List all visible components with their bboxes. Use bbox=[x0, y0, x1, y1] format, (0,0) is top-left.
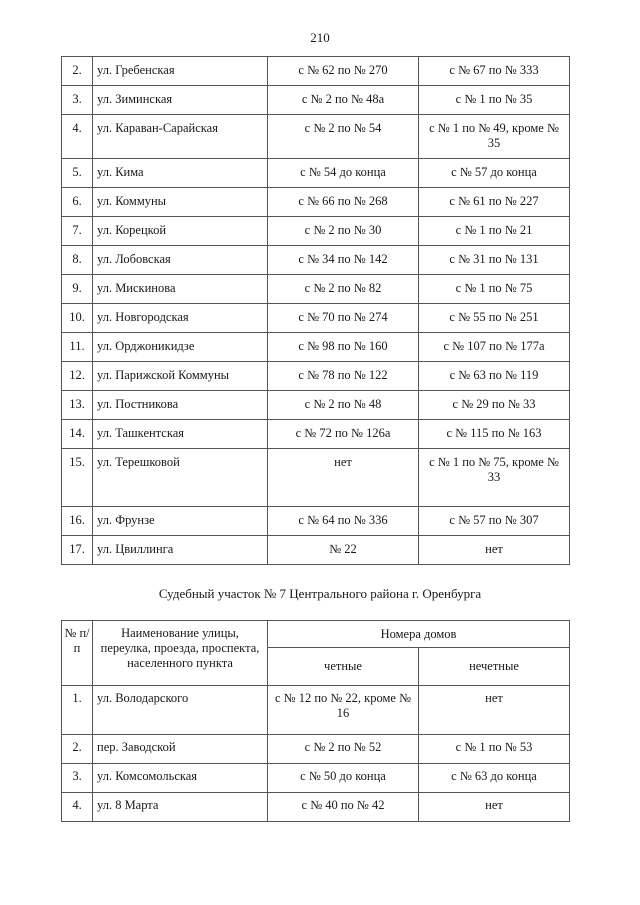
street-name: ул. Фрунзе bbox=[93, 507, 268, 536]
even-numbers: с № 34 по № 142 bbox=[268, 246, 419, 275]
row-number: 4. bbox=[62, 115, 93, 159]
street-name: ул. Корецкой bbox=[93, 217, 268, 246]
street-name: ул. Гребенская bbox=[93, 57, 268, 86]
odd-numbers: с № 31 по № 131 bbox=[419, 246, 570, 275]
table-row bbox=[62, 188, 570, 217]
even-numbers: с № 50 до конца bbox=[268, 764, 419, 793]
odd-numbers: с № 1 по № 75, кроме № 33 bbox=[419, 449, 570, 507]
odd-numbers: с № 1 по № 75 bbox=[419, 275, 570, 304]
even-numbers: с № 98 по № 160 bbox=[268, 333, 419, 362]
row-number: 5. bbox=[62, 159, 93, 188]
even-numbers: с № 72 по № 126а bbox=[268, 420, 419, 449]
table-row bbox=[62, 793, 570, 822]
page-number: 210 bbox=[310, 30, 330, 45]
header-odd: нечетные bbox=[419, 648, 570, 686]
table-row bbox=[62, 764, 570, 793]
even-numbers: № 22 bbox=[268, 536, 419, 565]
odd-numbers: с № 55 по № 251 bbox=[419, 304, 570, 333]
street-name: ул. Парижской Коммуны bbox=[93, 362, 268, 391]
street-name: ул. Цвиллинга bbox=[93, 536, 268, 565]
even-numbers: с № 62 по № 270 bbox=[268, 57, 419, 86]
street-name: ул. Кима bbox=[93, 159, 268, 188]
street-name: ул. 8 Марта bbox=[93, 793, 268, 822]
odd-numbers: с № 63 до конца bbox=[419, 764, 570, 793]
odd-numbers: с № 67 по № 333 bbox=[419, 57, 570, 86]
row-number: 9. bbox=[62, 275, 93, 304]
row-number: 3. bbox=[62, 86, 93, 115]
header-num: № п/п bbox=[62, 621, 93, 686]
table-row bbox=[62, 304, 570, 333]
table-row bbox=[62, 57, 570, 86]
street-name: ул. Орджоникидзе bbox=[93, 333, 268, 362]
row-number: 6. bbox=[62, 188, 93, 217]
odd-numbers: с № 115 по № 163 bbox=[419, 420, 570, 449]
odd-numbers: с № 57 по № 307 bbox=[419, 507, 570, 536]
odd-numbers: с № 107 по № 177а bbox=[419, 333, 570, 362]
table-row bbox=[62, 735, 570, 764]
even-numbers: с № 40 по № 42 bbox=[268, 793, 419, 822]
street-name: ул. Ташкентская bbox=[93, 420, 268, 449]
row-number: 10. bbox=[62, 304, 93, 333]
odd-numbers: с № 29 по № 33 bbox=[419, 391, 570, 420]
even-numbers: с № 2 по № 52 bbox=[268, 735, 419, 764]
street-name: ул. Постникова bbox=[93, 391, 268, 420]
row-number: 13. bbox=[62, 391, 93, 420]
table-row bbox=[62, 115, 570, 159]
table-row bbox=[62, 420, 570, 449]
table-row bbox=[62, 275, 570, 304]
header-house-numbers: Номера домов bbox=[268, 621, 570, 648]
street-name: ул. Володарского bbox=[93, 686, 268, 735]
header-street-name: Наименование улицы, переулка, проезда, проспекта, населенного пункта bbox=[93, 621, 268, 686]
even-numbers: с № 54 до конца bbox=[268, 159, 419, 188]
row-number: 2. bbox=[62, 735, 93, 764]
odd-numbers: нет bbox=[419, 793, 570, 822]
odd-numbers: нет bbox=[419, 686, 570, 735]
streets-table-continued bbox=[61, 56, 570, 565]
row-number: 1. bbox=[62, 686, 93, 735]
even-numbers: нет bbox=[268, 449, 419, 507]
row-number: 2. bbox=[62, 57, 93, 86]
table-row bbox=[62, 217, 570, 246]
even-numbers: с № 2 по № 48а bbox=[268, 86, 419, 115]
even-numbers: с № 2 по № 48 bbox=[268, 391, 419, 420]
street-name: ул. Мискинова bbox=[93, 275, 268, 304]
odd-numbers: с № 57 до конца bbox=[419, 159, 570, 188]
even-numbers: с № 66 по № 268 bbox=[268, 188, 419, 217]
table-row bbox=[62, 362, 570, 391]
odd-numbers: с № 1 по № 49, кроме № 35 bbox=[419, 115, 570, 159]
even-numbers: с № 2 по № 30 bbox=[268, 217, 419, 246]
court-district-7-table bbox=[61, 620, 570, 822]
odd-numbers: с № 61 по № 227 bbox=[419, 188, 570, 217]
street-name: ул. Лобовская bbox=[93, 246, 268, 275]
even-numbers: с № 12 по № 22, кроме № 16 bbox=[268, 686, 419, 735]
table-row bbox=[62, 246, 570, 275]
section-title: Судебный участок № 7 Центрального района г. Оренбурга bbox=[158, 586, 482, 601]
street-name: ул. Терешковой bbox=[93, 449, 268, 507]
street-name: ул. Комсомольская bbox=[93, 764, 268, 793]
street-name: ул. Коммуны bbox=[93, 188, 268, 217]
table-row bbox=[62, 536, 570, 565]
table-row bbox=[62, 159, 570, 188]
street-name: ул. Зиминская bbox=[93, 86, 268, 115]
odd-numbers: с № 1 по № 35 bbox=[419, 86, 570, 115]
even-numbers: с № 64 по № 336 bbox=[268, 507, 419, 536]
table-row bbox=[62, 686, 570, 735]
row-number: 3. bbox=[62, 764, 93, 793]
table-row bbox=[62, 449, 570, 507]
street-name: ул. Караван-Сарайская bbox=[93, 115, 268, 159]
row-number: 16. bbox=[62, 507, 93, 536]
odd-numbers: с № 63 по № 119 bbox=[419, 362, 570, 391]
row-number: 11. bbox=[62, 333, 93, 362]
odd-numbers: нет bbox=[419, 536, 570, 565]
even-numbers: с № 70 по № 274 bbox=[268, 304, 419, 333]
row-number: 4. bbox=[62, 793, 93, 822]
even-numbers: с № 2 по № 54 bbox=[268, 115, 419, 159]
header-even: четные bbox=[268, 648, 419, 686]
table-row bbox=[62, 507, 570, 536]
table-row bbox=[62, 86, 570, 115]
street-name: пер. Заводской bbox=[93, 735, 268, 764]
row-number: 15. bbox=[62, 449, 93, 507]
street-name: ул. Новгородская bbox=[93, 304, 268, 333]
even-numbers: с № 78 по № 122 bbox=[268, 362, 419, 391]
odd-numbers: с № 1 по № 53 bbox=[419, 735, 570, 764]
table-row bbox=[62, 333, 570, 362]
row-number: 14. bbox=[62, 420, 93, 449]
row-number: 8. bbox=[62, 246, 93, 275]
table-row bbox=[62, 391, 570, 420]
row-number: 12. bbox=[62, 362, 93, 391]
even-numbers: с № 2 по № 82 bbox=[268, 275, 419, 304]
odd-numbers: с № 1 по № 21 bbox=[419, 217, 570, 246]
row-number: 7. bbox=[62, 217, 93, 246]
row-number: 17. bbox=[62, 536, 93, 565]
